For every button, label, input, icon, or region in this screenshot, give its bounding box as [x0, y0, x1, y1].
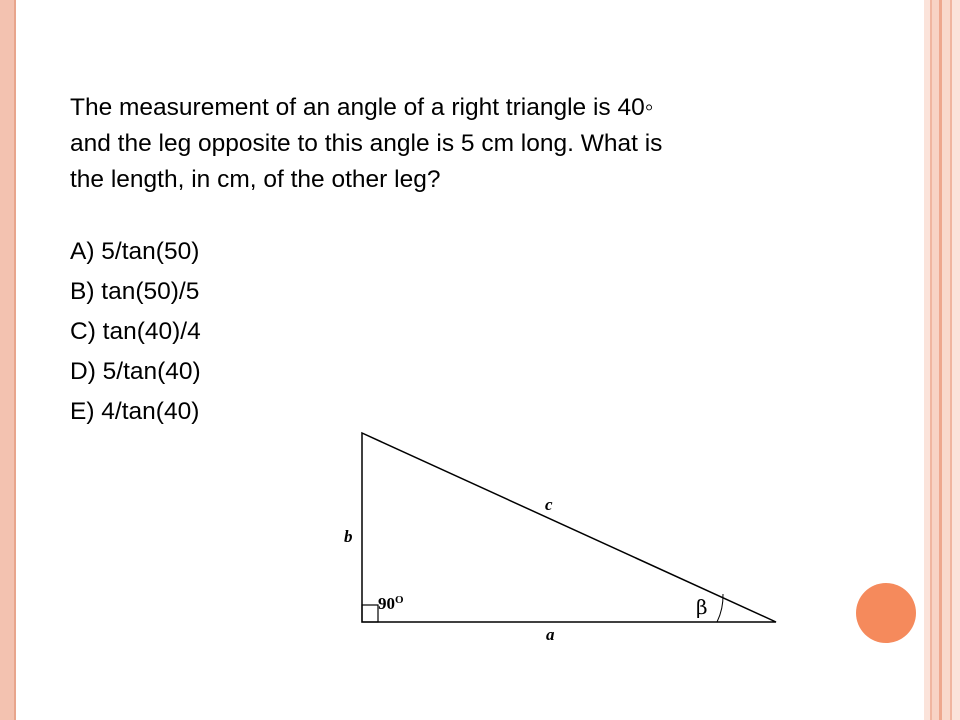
- left-border-accent: [14, 0, 16, 720]
- option-a: A) 5/tan(50): [70, 238, 200, 265]
- question-text: The measurement of an angle of a right triangle is 40◦ and the leg opposite to this angle is 5 cm long. What is the length, in cm, of the other leg?: [70, 94, 663, 193]
- side-a-label: a: [546, 625, 555, 644]
- answer-options: [70, 232, 860, 432]
- side-b-label: b: [344, 527, 353, 546]
- option-d: D) 5/tan(40): [70, 358, 201, 385]
- side-c-label: c: [545, 495, 553, 514]
- right-decorative-stripes: [924, 0, 960, 720]
- triangle-shape: [362, 433, 776, 622]
- angle-beta-label: β: [696, 595, 708, 619]
- right-angle-marker: [362, 605, 378, 622]
- option-c: C) tan(40)/4: [70, 318, 201, 345]
- option-e: E) 4/tan(40): [70, 398, 200, 425]
- question-block: [70, 90, 860, 432]
- accent-circle: [856, 583, 916, 643]
- right-triangle-diagram: [330, 420, 790, 660]
- option-b: B) tan(50)/5: [70, 278, 200, 305]
- right-angle-label: $90^O$: [378, 594, 404, 613]
- left-border: [0, 0, 14, 720]
